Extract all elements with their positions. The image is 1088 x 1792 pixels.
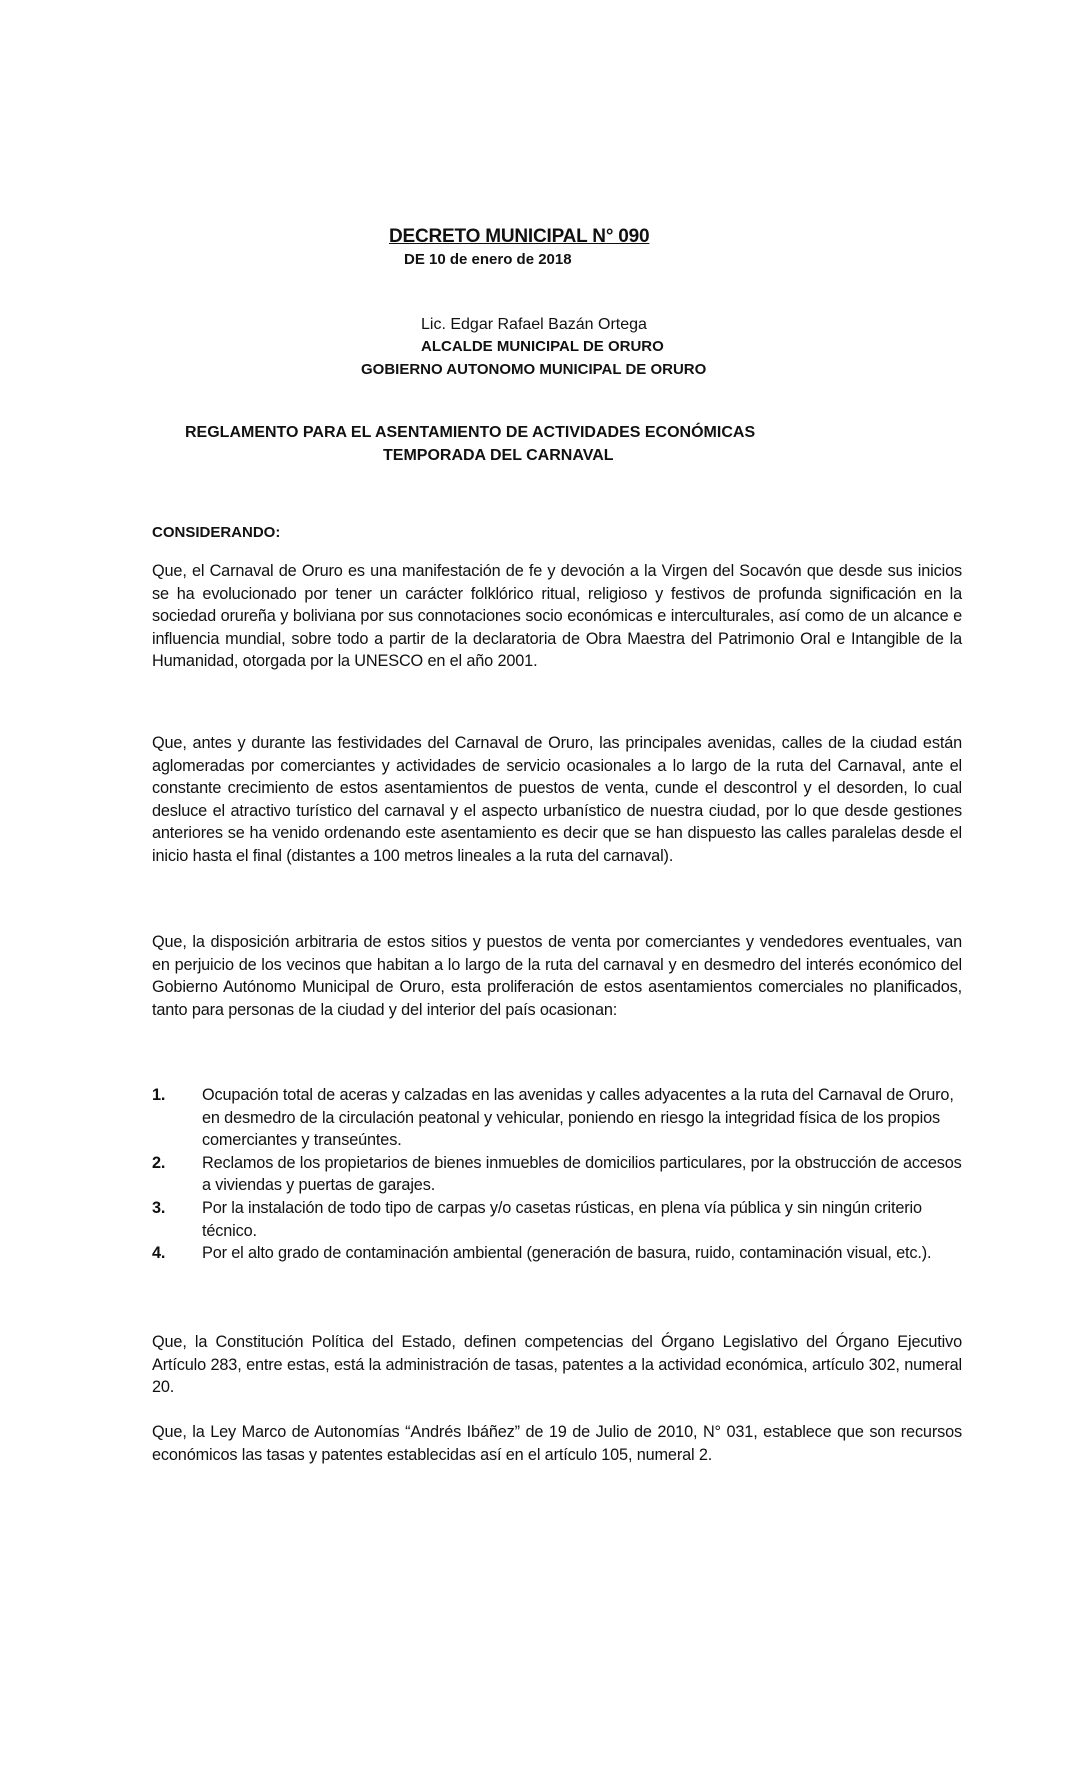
decree-title: DECRETO MUNICIPAL N° 090 [389,226,650,247]
paragraph-5: Que, la Ley Marco de Autonomías “Andrés Ibáñez” de 19 de Julio de 2010, N° 031, establece que son recursos económicos las tasas y patentes establecidas así en el artículo 105, numeral 2. [152,1423,962,1464]
paragraph-4: Que, la Constitución Política del Estado, definen competencias del Órgano Legislativo del Órgano Ejecutivo Artículo 283, entre estas, está la administración de tasas, patentes a la actividad económica, artículo 302, numeral 20. [152,1333,962,1397]
list-item-text: Reclamos de los propietarios de bienes inmuebles de domicilios particulares, por la obstrucción de accesos a viviendas y puertas de garajes. [202,1153,962,1195]
decree-date: DE 10 de enero de 2018 [404,251,572,268]
considerando-heading: CONSIDERANDO: [152,524,281,541]
signatory-name: Lic. Edgar Rafael Bazán Ortega [421,316,647,333]
list-item-text: Por el alto grado de contaminación ambiental (generación de basura, ruido, contaminación visual, etc.). [202,1244,932,1263]
list-item-number: 1. [152,1086,166,1104]
list-item [152,1084,962,1152]
list-item [152,1152,962,1197]
paragraph-3: Que, la disposición arbitraria de estos sitios y puestos de venta por comerciantes y vendedores eventuales, van en perjuicio de los vecinos que habitan a lo largo de la ruta del carnaval y en desmedro del interés económico del Gobierno Autónomo Municipal de Oruro, esta proliferación de estos asentamientos comerciales no planificados, tanto para personas de la ciudad y del interior del país ocasionan: [152,933,962,1019]
list-item-number: 3. [152,1198,166,1217]
signatory-institution: GOBIERNO AUTONOMO MUNICIPAL DE ORURO [361,361,707,378]
paragraph-2: Que, antes y durante las festividades del Carnaval de Oruro, las principales avenidas, calles de la ciudad están aglomeradas por comerciantes y actividades de servicio ocasionales a lo largo de la ruta del Carnaval, ante el constante crecimiento de estos asentamientos de puestos de venta, cunde el descontrol y el desorden, lo cual desluce el atractivo turístico del carnaval y el aspecto urbanístico de nuestra ciudad, por lo que desde gestiones anteriores se ha venido ordenando este asentamiento es decir que se han dispuesto las calles paralelas desde el inicio hasta el final (distantes a 100 metros lineales a la ruta del carnaval). [152,734,962,865]
regulation-title-line-2: TEMPORADA DEL CARNAVAL [383,447,614,464]
list-item-text: Ocupación total de aceras y calzadas en las avenidas y calles adyacentes a la ruta del Carnaval de Oruro, en desmedro de la circulación peatonal y vehicular, poniendo en riesgo la integridad física de los propios comerciantes y transeúntes. [202,1086,954,1150]
regulation-title-line-1: REGLAMENTO PARA EL ASENTAMIENTO DE ACTIVIDADES ECONÓMICAS [185,424,756,441]
list-item [152,1197,962,1242]
list-item-number: 2. [152,1153,166,1172]
list-item-text: Por la instalación de todo tipo de carpas y/o casetas rústicas, en plena vía pública y sin ningún criterio técnico. [202,1198,922,1240]
paragraph-1: Que, el Carnaval de Oruro es una manifestación de fe y devoción a la Virgen del Socavón que desde sus inicios se ha evolucionado por tener un carácter folklórico ritual, religioso y festivos de profunda significación en la sociedad orureña y boliviana por sus connotaciones socio económicas e interculturales, así como de un alcance e influencia mundial, sobre todo a partir de la declaratoria de Obra Maestra del Patrimonio Oral e Intangible de la Humanidad, otorgada por la UNESCO en el año 2001. [152,562,962,671]
signatory-role: ALCALDE MUNICIPAL DE ORURO [421,338,664,355]
numbered-list [152,1084,962,1265]
list-item-number: 4. [152,1244,166,1263]
list-item [152,1242,962,1265]
